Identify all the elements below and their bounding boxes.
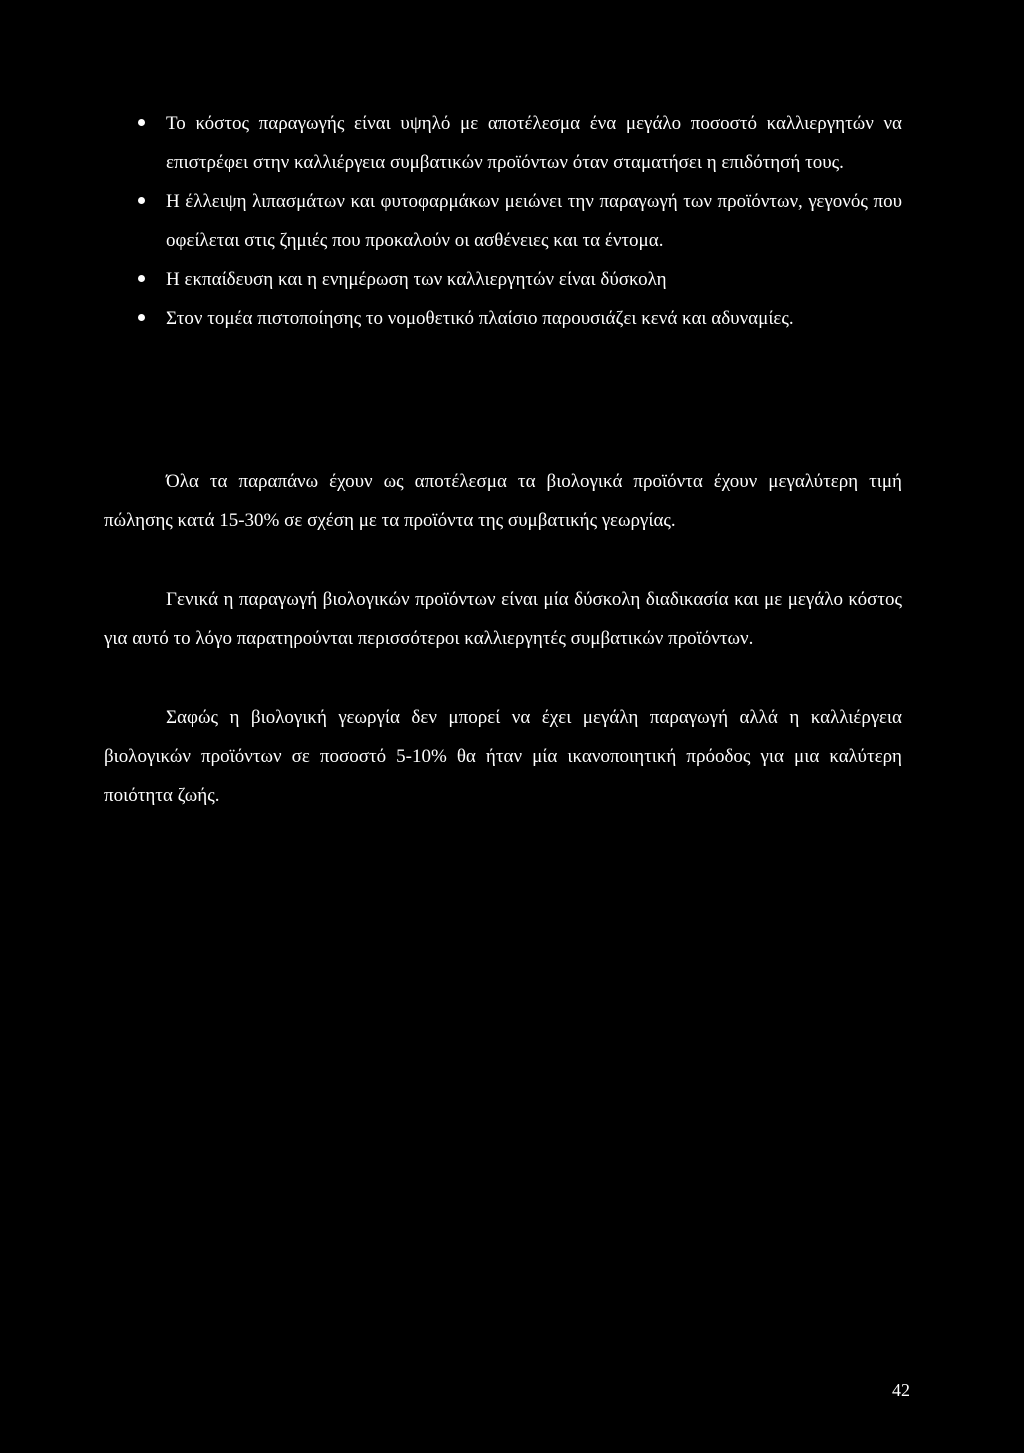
bullet-text: Η έλλειψη λιπασμάτων και φυτοφαρμάκων μειώνει την παραγωγή των προϊόντων, γεγονός που οφείλεται στις ζημιές που προκαλούν οι ασθένειες και τα έντομα. — [166, 191, 902, 251]
body-paragraph: Όλα τα παραπάνω έχουν ως αποτέλεσμα τα βιολογικά προϊόντα έχουν μεγαλύτερη τιμή πώλησης κατά 15-30% σε σχέση με τα προϊόντα της συμβατικής γεωργίας. — [104, 471, 902, 531]
list-item — [130, 299, 902, 338]
bullet-icon — [138, 314, 145, 321]
list-item — [130, 182, 902, 260]
bullet-text: Η εκπαίδευση και η ενημέρωση των καλλιεργητών είναι δύσκολη — [166, 269, 667, 290]
list-item — [130, 104, 902, 182]
list-item — [130, 260, 902, 299]
bullet-icon — [138, 275, 145, 282]
bullet-icon — [138, 119, 145, 126]
bullet-text: Το κόστος παραγωγής είναι υψηλό με αποτέλεσμα ένα μεγάλο ποσοστό καλλιεργητών να επιστρέφει στην καλλιέργεια συμβατικών προϊόντων όταν σταματήσει η επιδότησή τους. — [166, 113, 902, 173]
page-number: 42 — [892, 1380, 910, 1400]
body-paragraph: Σαφώς η βιολογική γεωργία δεν μπορεί να έχει μεγάλη παραγωγή αλλά η καλλιέργεια βιολογικών προϊόντων σε ποσοστό 5-10% θα ήταν μία ικανοποιητική πρόοδος για μια καλύτερη ποιότητα ζωής. — [104, 707, 902, 806]
bullet-icon — [138, 197, 145, 204]
bullet-list — [130, 104, 902, 338]
bullet-text: Στον τομέα πιστοποίησης το νομοθετικό πλαίσιο παρουσιάζει κενά και αδυναμίες. — [166, 308, 794, 329]
body-paragraph: Γενικά η παραγωγή βιολογικών προϊόντων είναι μία δύσκολη διαδικασία και με μεγάλο κόστος για αυτό το λόγο παρατηρούνται περισσότεροι καλλιεργητές συμβατικών προϊόντων. — [104, 589, 902, 649]
